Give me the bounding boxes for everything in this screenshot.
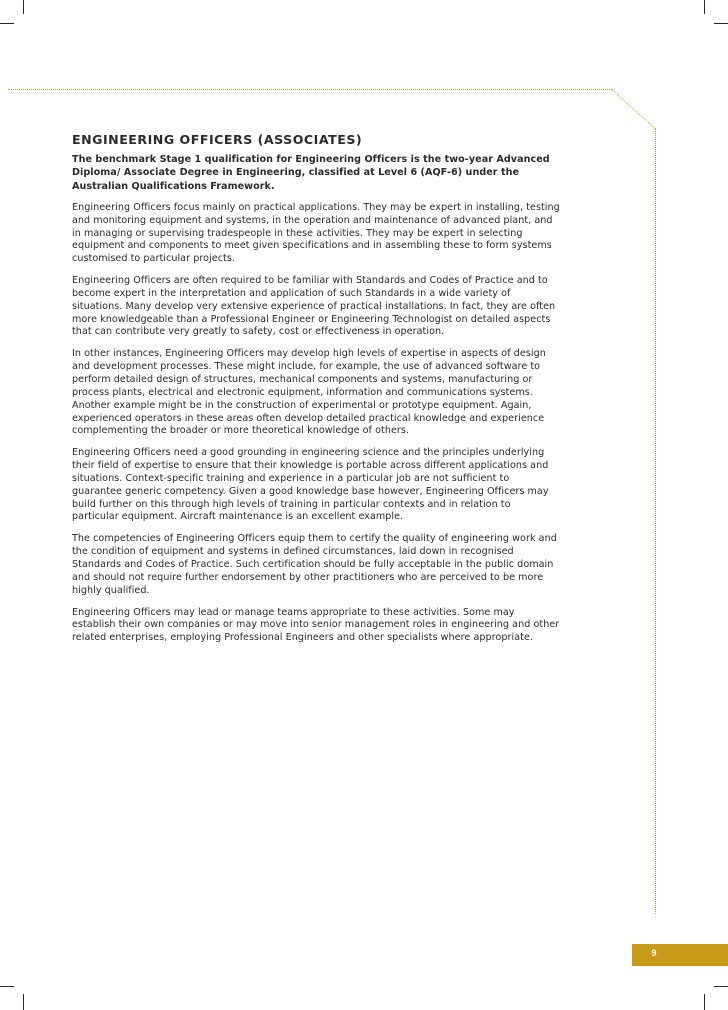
lead-paragraph: The benchmark Stage 1 qualification for Engineering Officers is the two-year Advanced Diploma/ Associate Degree in Engineering, classified at Level 6 (AQF-6) under the Australian Qualifications Framework. (72, 154, 550, 192)
dotted-rule-corner (611, 89, 655, 129)
body-paragraph: Engineering Officers are often required to be familiar with Standards and Codes of Practice and to become expert in the interpretation and application of such Standards in a wide variety of situations. Many develop very extensive experience of practical installations. In fact, they are often more knowledgeable than a Professional Engineer or Engineering Technologist on detailed aspects that can contribute very greatly to safety, cost or effectiveness in operation. (72, 275, 556, 338)
crop-mark-top-right-h (714, 23, 728, 24)
body-paragraph: Engineering Officers may lead or manage teams appropriate to these activities. Some may establish their own companies or may move into senior management roles in engineering and other related enterprises, employing Professional Engineers and other specialists where appropriate. (72, 606, 560, 644)
section-heading: ENGINEERING OFFICERS (ASSOCIATES) (72, 132, 363, 147)
crop-mark-bottom-left-h (0, 986, 14, 987)
body-paragraph: Engineering Officers need a good grounding in engineering science and the principles underlying their field of expertise to ensure that their knowledge is portable across different applications and situations. Context-specific training and experience in a particular job are not sufficient to guarantee generic competency. Given a good knowledge base however, Engineering Officers may build further on this through high levels of training in particular contexts and in relation to particular equipment. Aircraft maintenance is an excellent example. (72, 447, 549, 523)
body-paragraph: Engineering Officers focus mainly on practical applications. They may be expert in installing, testing and monitoring equipment and systems, in the operation and maintenance of advanced plant, and in managing or supervising tradespeople in these activities. They may be expert in selecting equipment and components to meet given specifications and in assembling these to form systems customised to particular projects. (72, 201, 560, 265)
dotted-rule-right (655, 128, 656, 914)
body-paragraph: In other instances, Engineering Officers may develop high levels of expertise in aspects of design and development processes. These might include, for example, the use of advanced software to perform detailed design of structures, mechanical components and systems, manufacturing or process plants, electrical and electronic equipment, information and communications systems. Another example might be in the construction of experimental or prototype equipment. Again, experienced operators in these areas often develop detailed practical knowledge and experience complementing the broader or more theoretical knowledge of others. (72, 348, 546, 437)
crop-mark-top-left (23, 0, 24, 14)
article (72, 132, 560, 654)
crop-mark-bottom-right-h (714, 986, 728, 987)
page-number: 9 (651, 948, 657, 958)
dotted-rule-top (8, 89, 612, 90)
crop-mark-bottom-right (704, 994, 705, 1010)
crop-mark-bottom-left (23, 994, 24, 1010)
body-paragraph: The competencies of Engineering Officers equip them to certify the quality of engineering work and the condition of equipment and systems in defined circumstances, laid down in recognised Standards and Codes of Practice. Such certification should be fully acceptable in the public domain and should not require further endorsement by other practitioners who are perceived to be more highly qualified. (72, 533, 557, 596)
crop-mark-top-right (704, 0, 705, 14)
crop-mark-top-left-h (0, 23, 14, 24)
